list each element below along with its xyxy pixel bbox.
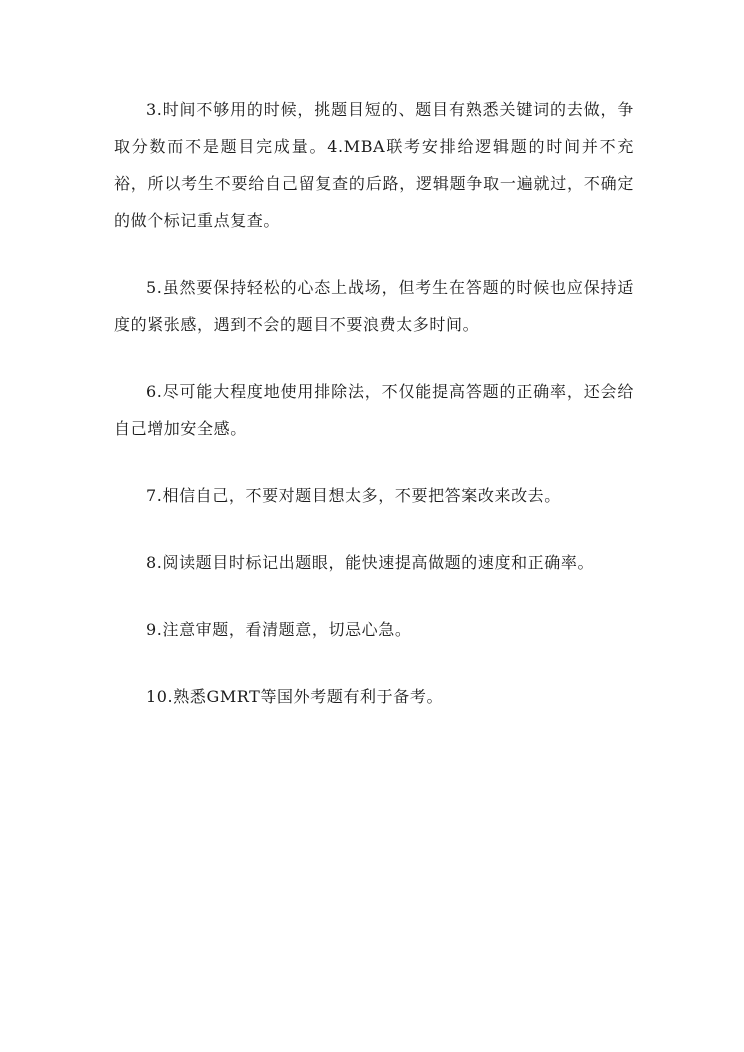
paragraph-tip-6: 6.尽可能大程度地使用排除法，不仅能提高答题的正确率，还会给自己增加安全感。 xyxy=(114,382,634,438)
paragraph-tip-3-4: 3.时间不够用的时候，挑题目短的、题目有熟悉关键词的去做，争取分数而不是题目完成量。4.MBA联考安排给逻辑题的时间并不充裕，所以考生不要给自己留复查的后路，逻辑题争取一遍就过，不确定的做个标记重点复查。 xyxy=(114,100,634,230)
paragraph-tip-9: 9.注意审题，看清题意，切忌心急。 xyxy=(146,620,412,639)
paragraph-tip-10: 10.熟悉GMRT等国外考题有利于备考。 xyxy=(146,687,444,706)
paragraph-tip-5: 5.虽然要保持轻松的心态上战场，但考生在答题的时候也应保持适度的紧张感，遇到不会的题目不要浪费太多时间。 xyxy=(114,278,634,334)
paragraph-tip-8: 8.阅读题目时标记出题眼，能快速提高做题的速度和正确率。 xyxy=(146,553,595,572)
paragraph-tip-7: 7.相信自己，不要对题目想太多，不要把答案改来改去。 xyxy=(146,486,561,505)
document-body xyxy=(114,91,634,745)
